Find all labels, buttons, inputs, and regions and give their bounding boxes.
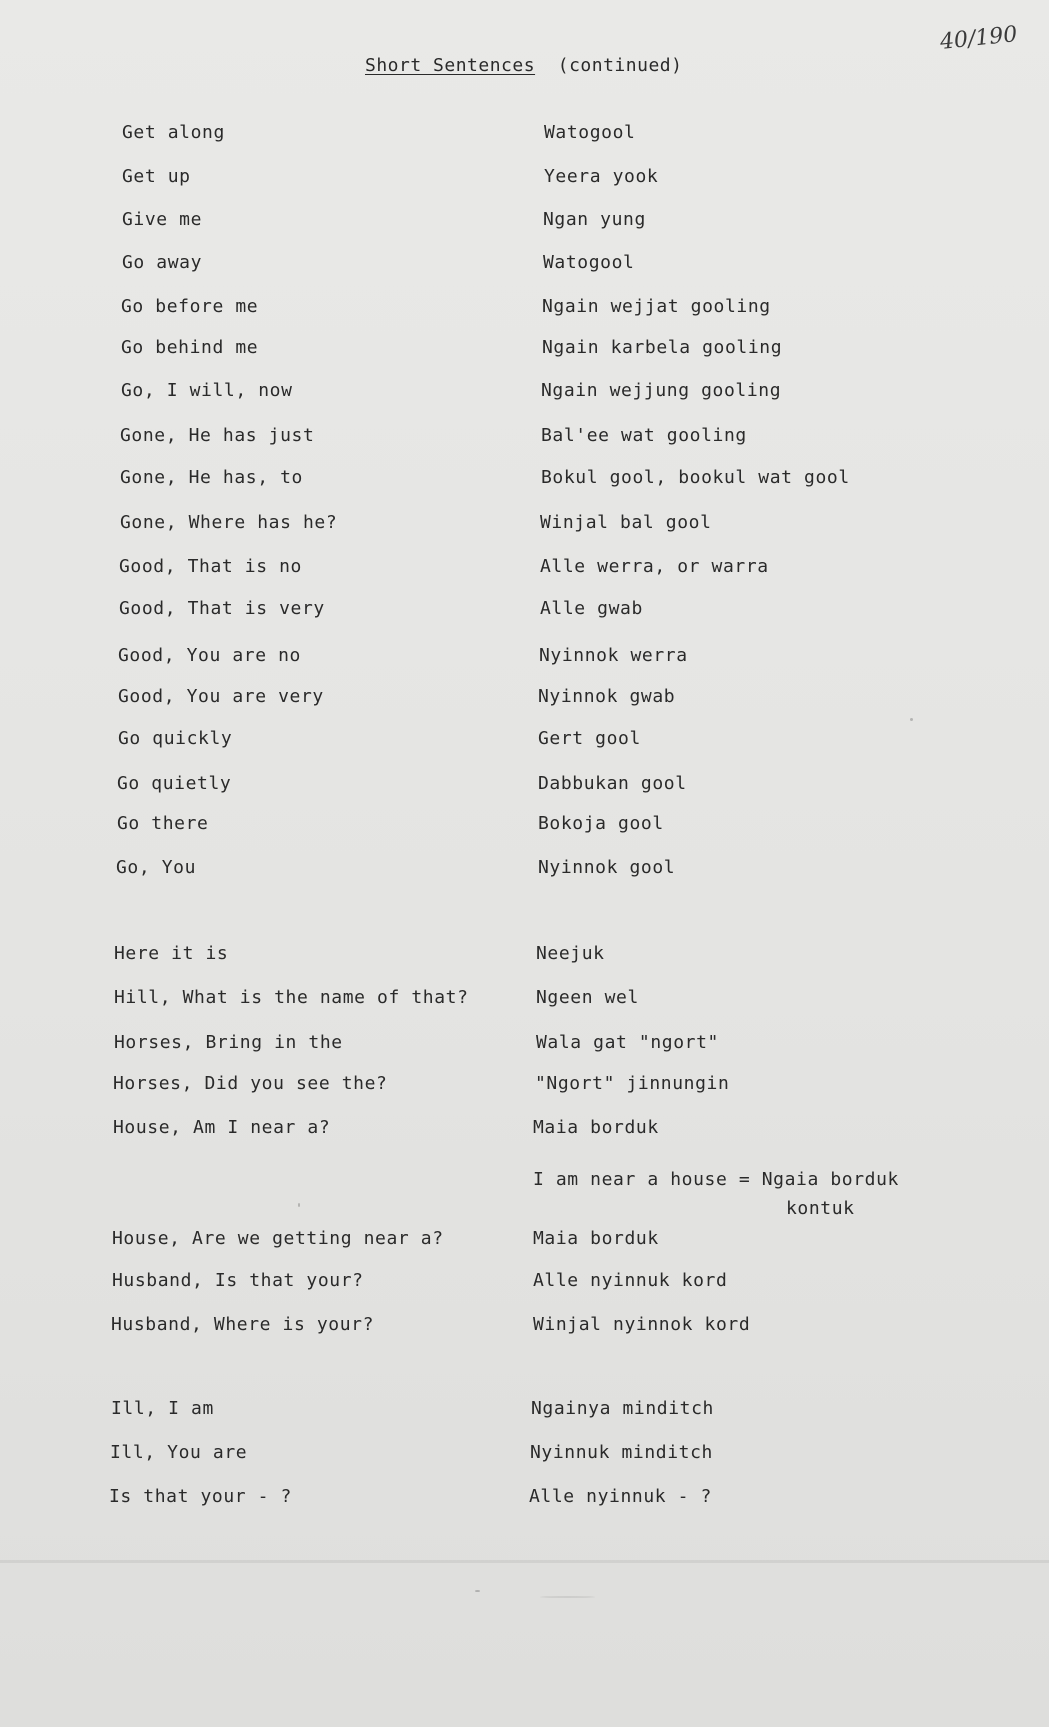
aboriginal-phrase: Nyinnuk minditch	[530, 1442, 713, 1463]
english-phrase: Gone, He has, to	[120, 467, 303, 488]
english-phrase: Good, You are no	[118, 645, 301, 666]
english-phrase: Good, That is no	[119, 556, 302, 577]
english-phrase: Good, That is very	[119, 598, 325, 619]
title-main: Short Sentences	[365, 55, 536, 76]
aboriginal-phrase: Alle werra, or warra	[540, 556, 769, 577]
aboriginal-phrase: Ngain karbela gooling	[542, 337, 783, 358]
aboriginal-phrase: Ngain wejjat gooling	[542, 296, 771, 317]
english-phrase: Hill, What is the name of that?	[114, 987, 469, 1008]
paper-fold-shadow	[0, 1560, 1049, 1563]
english-phrase: Go quietly	[117, 773, 232, 794]
aboriginal-phrase: Wala gat "ngort"	[536, 1032, 719, 1053]
aboriginal-phrase: Ngain wejjung gooling	[541, 380, 782, 401]
aboriginal-phrase: Neejuk	[536, 943, 605, 964]
ink-speck	[910, 718, 913, 721]
house-note	[533, 1169, 899, 1219]
english-phrase: Husband, Is that your?	[112, 1270, 364, 1291]
aboriginal-phrase: Nyinnok werra	[539, 645, 688, 666]
english-phrase: House, Are we getting near a?	[112, 1228, 444, 1249]
aboriginal-phrase: Ngeen wel	[536, 987, 639, 1008]
page-number: 40/190	[938, 22, 1019, 55]
page-title	[365, 55, 682, 76]
aboriginal-phrase: Gert gool	[538, 728, 641, 749]
english-phrase: Ill, I am	[111, 1398, 214, 1419]
english-phrase: Horses, Bring in the	[114, 1032, 343, 1053]
ink-speck	[298, 1203, 300, 1207]
aboriginal-phrase: Bal'ee wat gooling	[541, 425, 747, 446]
english-phrase: Horses, Did you see the?	[113, 1073, 388, 1094]
aboriginal-phrase: Nyinnok gwab	[538, 686, 676, 707]
aboriginal-phrase: Maia borduk	[533, 1117, 659, 1138]
english-phrase: Go there	[117, 813, 209, 834]
aboriginal-phrase: Watogool	[543, 252, 635, 273]
aboriginal-phrase: Winjal bal gool	[540, 512, 712, 533]
english-phrase: Get along	[122, 122, 225, 143]
title-suffix: (continued)	[557, 55, 683, 76]
aboriginal-phrase: Alle gwab	[540, 598, 643, 619]
ink-speck	[475, 1590, 480, 1592]
aboriginal-phrase: Watogool	[544, 122, 636, 143]
english-phrase: House, Am I near a?	[113, 1117, 331, 1138]
aboriginal-phrase: Ngan yung	[543, 209, 646, 230]
aboriginal-phrase: Bokul gool, bookul wat gool	[541, 467, 850, 488]
english-phrase: Go quickly	[118, 728, 233, 749]
aboriginal-phrase: Nyinnok gool	[538, 857, 676, 878]
aboriginal-phrase: Dabbukan gool	[538, 773, 687, 794]
aboriginal-phrase: Ngainya minditch	[531, 1398, 714, 1419]
aboriginal-phrase: Yeera yook	[544, 166, 659, 187]
aboriginal-phrase: Maia borduk	[533, 1228, 659, 1249]
english-phrase: Go away	[122, 252, 203, 273]
english-phrase: Give me	[122, 209, 203, 230]
english-phrase: Husband, Where is your?	[111, 1314, 375, 1335]
english-phrase: Go, You	[116, 857, 197, 878]
english-phrase: Here it is	[114, 943, 229, 964]
house-note-continuation: kontuk	[786, 1198, 855, 1219]
english-phrase: Is that your - ?	[109, 1486, 292, 1507]
english-phrase: Go before me	[121, 296, 259, 317]
aboriginal-phrase: Winjal nyinnok kord	[533, 1314, 751, 1335]
house-note-line: I am near a house = Ngaia borduk	[533, 1169, 899, 1190]
english-phrase: Gone, He has just	[120, 425, 315, 446]
english-phrase: Gone, Where has he?	[120, 512, 338, 533]
aboriginal-phrase: "Ngort" jinnungin	[535, 1073, 730, 1094]
ink-speck	[540, 1596, 595, 1598]
english-phrase: Get up	[122, 166, 191, 187]
english-phrase: Ill, You are	[110, 1442, 248, 1463]
aboriginal-phrase: Alle nyinnuk - ?	[529, 1486, 712, 1507]
aboriginal-phrase: Bokoja gool	[538, 813, 664, 834]
english-phrase: Go behind me	[121, 337, 259, 358]
aboriginal-phrase: Alle nyinnuk kord	[533, 1270, 728, 1291]
english-phrase: Good, You are very	[118, 686, 324, 707]
english-phrase: Go, I will, now	[121, 380, 293, 401]
